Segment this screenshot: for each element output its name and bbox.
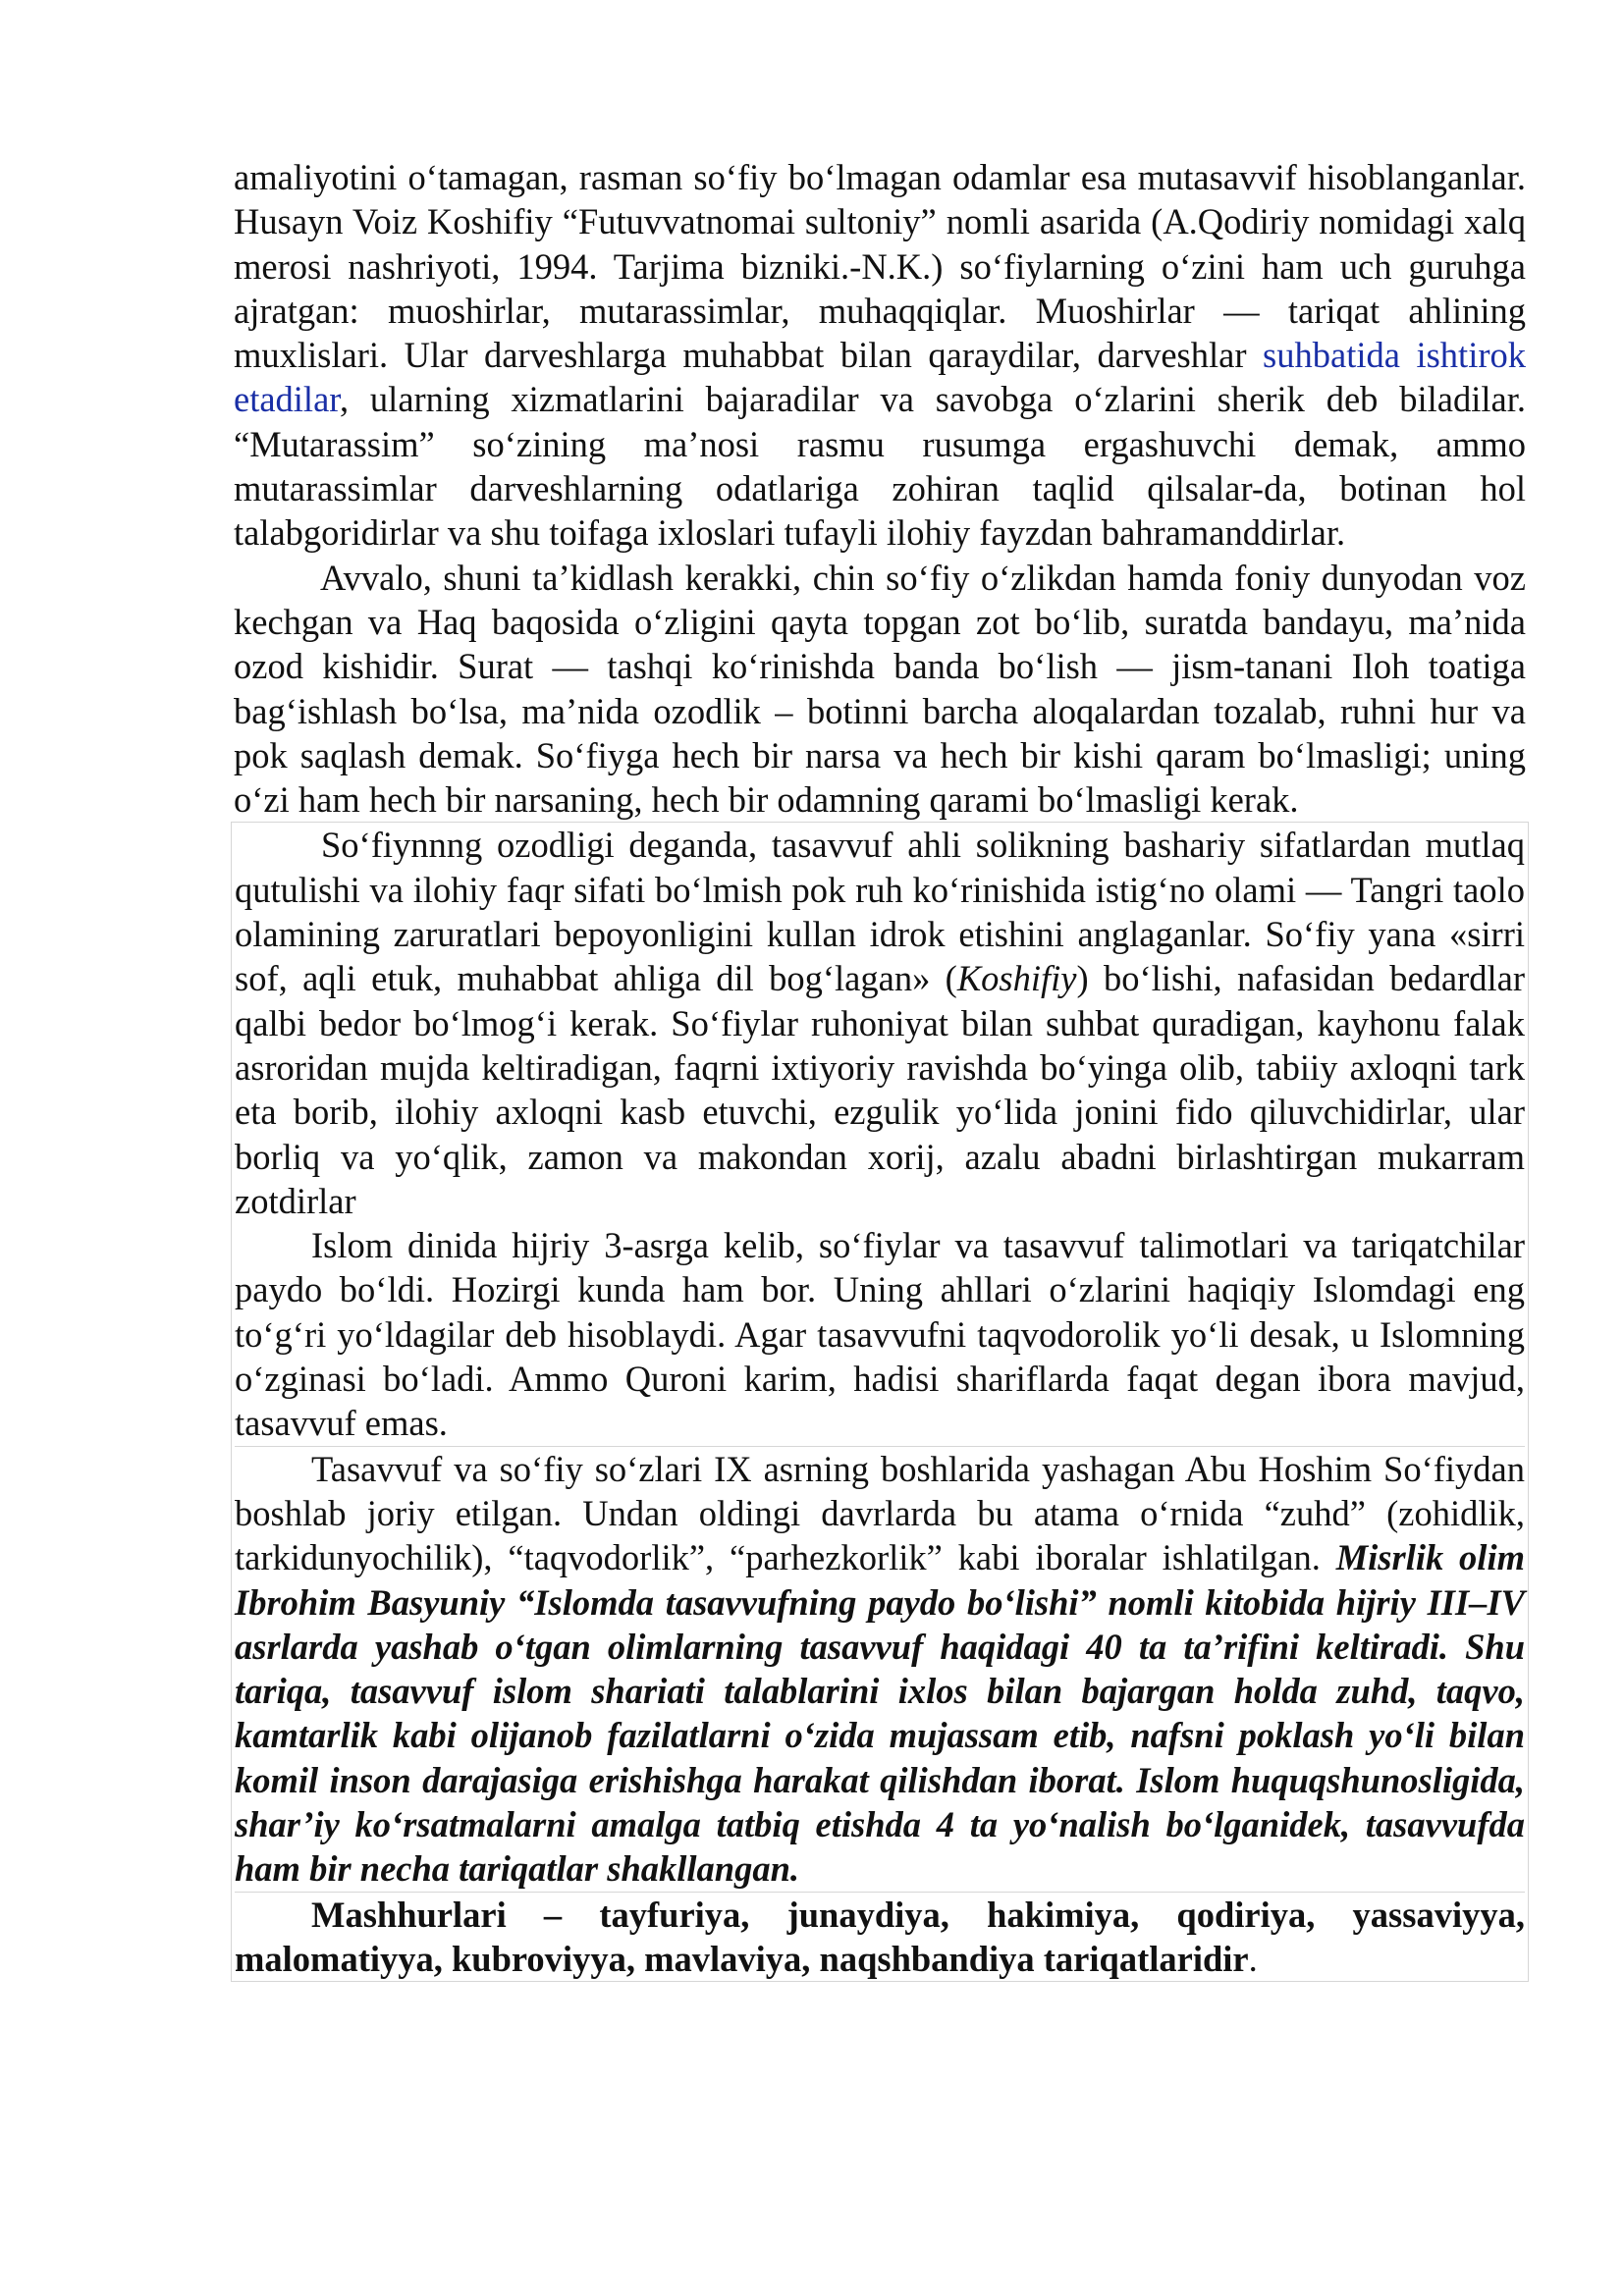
- paragraph-6: [235, 1892, 1525, 1982]
- boxed-section: [231, 822, 1529, 1982]
- paragraph-1-text-b: , ularning xizmatlarini bajaradilar va savobga o‘zlarini sherik deb biladilar. “Mutarassim” so‘zining ma’nosi rasmu rusumga ergashuvchi demak, ammo mutarassimlar darveshlarning odatlariga zohiran taqlid qilsalar-da, botinan hol talabgoridirlar va shu toifaga ixloslari tufayli ilohiy fayzdan bahramanddirlar.: [234, 379, 1526, 554]
- paragraph-6-bold: Mashhurlari – tayfuriya, junaydiya, hakimiya, qodiriya, yassaviyya, malomatiyya, kubroviyya, mavlaviya, naqshbandiya tariqatlaridir: [235, 1894, 1525, 1979]
- paragraph-1: [234, 155, 1526, 556]
- paragraph-2: Avvalo, shuni ta’kidlash kerakki, chin so‘fiy o‘zlikdan hamda foniy dunyodan voz kechgan va Haq baqosida o‘zligini qayta topgan zot bo‘lib, suratda bandayu, ma’nida ozod kishidir. Surat — tashqi ko‘rinishda banda bo‘lish — jism-tanani Iloh toatiga bag‘ishlash bo‘lsa, ma’nida ozodlik – botinni barcha aloqalardan tozalab, ruhni hur va pok saqlash demak. So‘fiyga hech bir narsa va hech bir kishi qaram bo‘lmasligi; uning o‘zi ham hech bir narsaning, hech bir odamning qarami bo‘lmasligi kerak.: [234, 557, 1526, 821]
- paragraph-5-text: Tasavvuf va so‘fiy so‘zlari IX asrning boshlarida yashagan Abu Hoshim So‘fiydan boshlab joriy etilgan. Undan oldingi davrlarda bu atama o‘rnida “zuhd” (zohidlik, tarkidunyochilik), “taqvodorlik”, “parhezkorlik” kabi iboralar ishlatilgan.: [235, 1448, 1525, 1578]
- paragraph-3-text-a: So‘fiynnng ozodligi deganda, tasavvuf ahli solikning bashariy sifatlardan mutlaq qutulishi va ilohiy faqr sifati bo‘lmish pok ruh ko‘rinishida istig‘no olami — Tangri taolo olamining zaruratlari bepoyonligini kullan idrok etishini anglaganlar. So‘fiy yana «sirri sof, aqli etuk, muhabbat ahliga dil bog‘lagan» (: [235, 825, 1525, 999]
- paragraph-4: Islom dinida hijriy 3-asrga kelib, so‘fiylar va tasavvuf talimotlari va tariqatchilar paydo bo‘ldi. Hozirgi kunda ham bor. Uning ahllari o‘zlarini haqiqiy Islomdagi eng to‘g‘ri yo‘ldagilar deb hisoblaydi. Agar tasavvufni taqvodorolik yo‘li desak, u Islomning o‘zginasi bo‘ladi. Ammo Quroni karim, hadisi shariflarda faqat degan ibora mavjud, tasavvuf emas.: [235, 1225, 1525, 1444]
- paragraph-1-link[interactable]: suhbatida ishtirok etadilar: [234, 335, 1526, 420]
- paragraph-6-tail: .: [1248, 1938, 1258, 1979]
- paragraph-5-bold-italic: Misrlik olim Ibrohim Basyuniy “Islomda tasavvufning paydo bo‘lishi” nomli kitobida hijriy III–IV asrlarda yashab o‘tgan olimlarning tasavvuf haqidagi 40 ta ta’rifini keltiradi. Shu tariqa, tasavvuf islom shariati talablarini ixlos bilan bajargan holda zuhd, taqvo, kamtarlik kabi olijanob fazilatlarni o‘zida mujassam etib, nafsni poklash yo‘li bilan komil inson darajasiga erishishga harakat qilishdan iborat. Islom huquqshunosligida, shar’iy ko‘rsatmalarni amalga tatbiq etishda 4 ta yo‘nalish bo‘lganidek, tasavvufda ham bir necha tariqatlar shakllangan.: [235, 1537, 1525, 1890]
- paragraph-5: [235, 1446, 1525, 1892]
- paragraph-3-italic: Koshifiy: [956, 958, 1077, 999]
- document-body: [234, 155, 1526, 1982]
- paragraph-3-text-b: ) bo‘lishi, nafasidan bedardlar qalbi bedor bo‘lmog‘i kerak. So‘fiylar ruhoniyat bilan suhbat quradigan, kayhonu falak asroridan mujda keltiradigan, faqrni ixtiyoriy ravishda bo‘yinga olib, tabiiy axloqni tark eta borib, ilohiy axloqni kasb etuvchi, ezgulik yo‘lida jonini fido qiluvchidirlar, ular borliq va yo‘qlik, zamon va makondan xorij, azalu abadni birlashtirgan mukarram zotdirlar: [235, 958, 1526, 1221]
- paragraph-3: [235, 823, 1525, 1223]
- paragraph-1-text-a: amaliyotini o‘tamagan, rasman so‘fiy bo‘lmagan odamlar esa mutasavvif hisoblanganlar. Husayn Voiz Koshifiy “Futuvvatnomai sultoniy” nomli asarida (A.Qodiriy nomidagi xalq merosi nashriyoti, 1994. Tarjima bizniki.-N.K.) so‘fiylarning o‘zini ham uch guruhga ajratgan: muoshirlar, mutarassimlar, muhaqqiqlar. Muoshirlar — tariqat ahlining muxlislari. Ular darveshlarga muhabbat bilan qaraydilar, darveshlar: [234, 157, 1526, 376]
